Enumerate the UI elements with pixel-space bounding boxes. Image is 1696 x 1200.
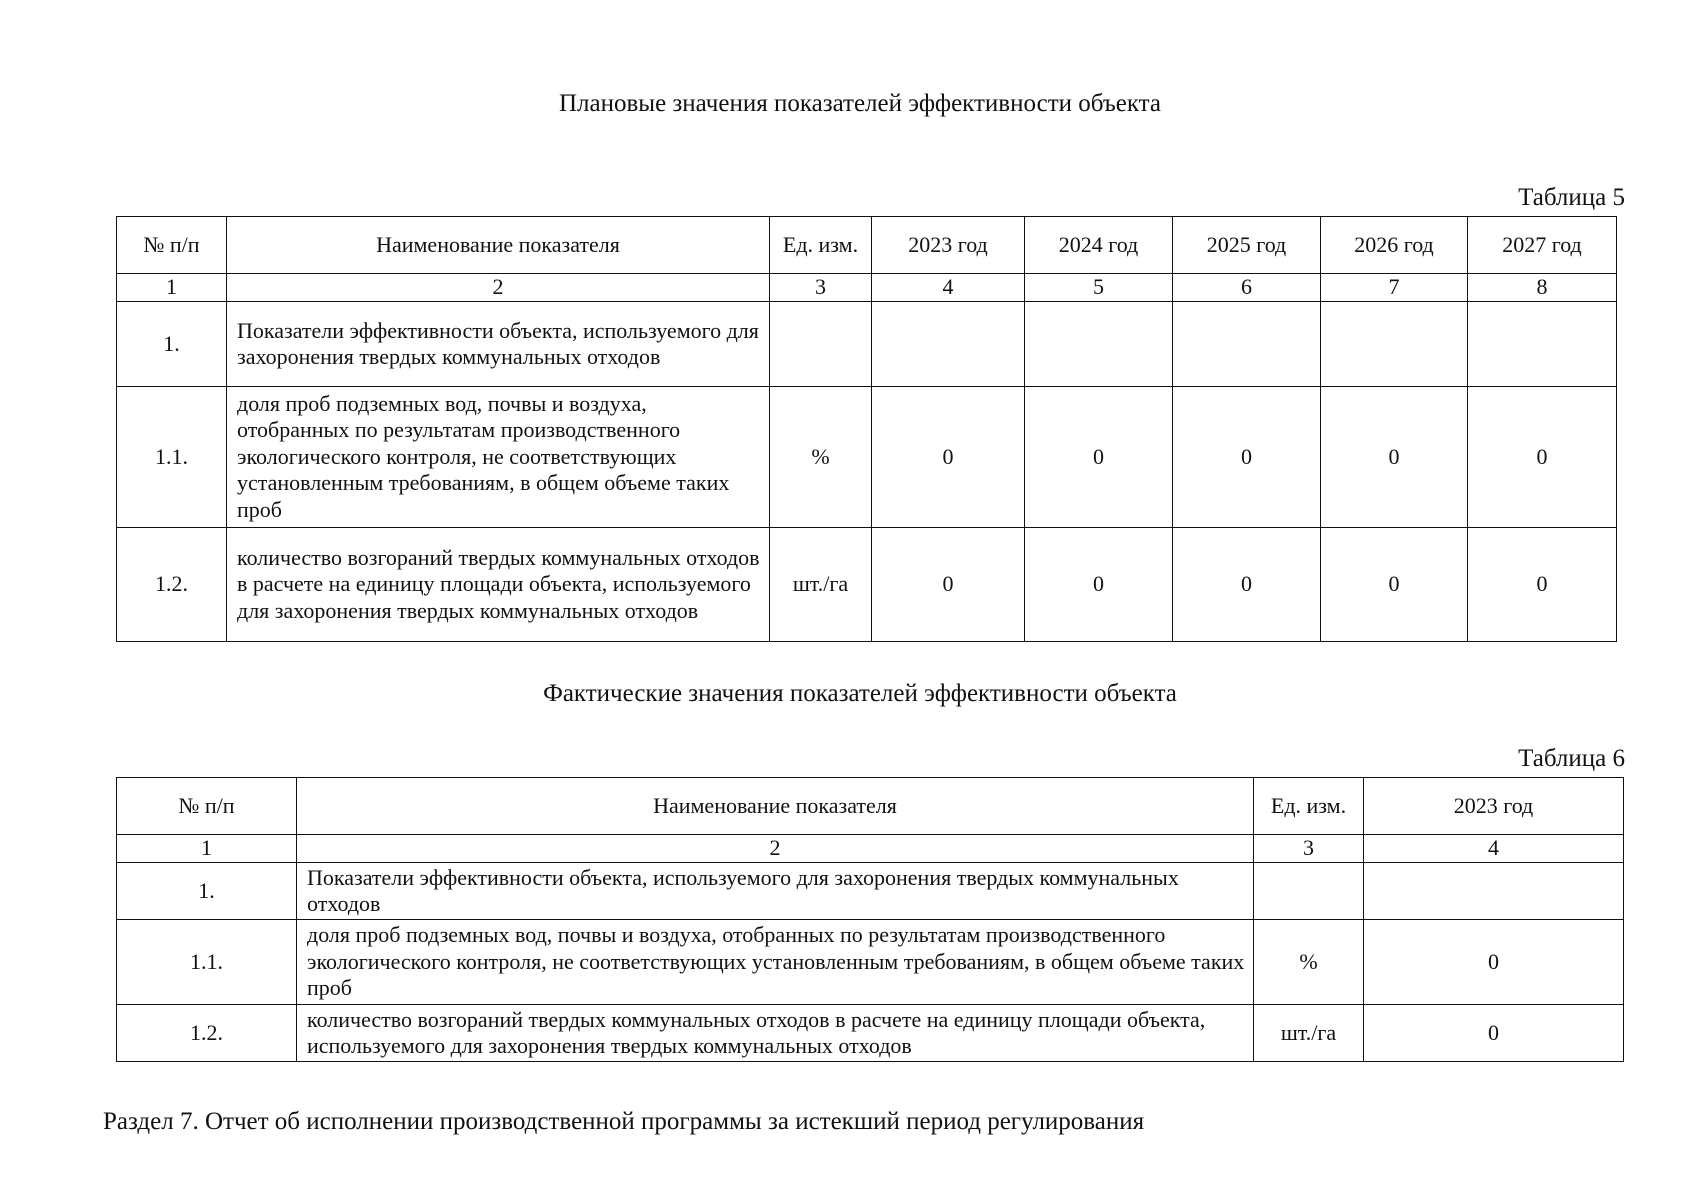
value-2026: 0 xyxy=(1321,387,1468,528)
header-cell-unit: Ед. изм. xyxy=(770,217,872,274)
planned-table-title: Плановые значения показателей эффективности объекта xyxy=(558,90,1162,117)
value-2023 xyxy=(1364,863,1624,920)
unit-cell: шт./га xyxy=(770,528,872,642)
header-cell-2023: 2023 год xyxy=(1364,778,1624,835)
column-number: 5 xyxy=(1025,274,1173,302)
table-row xyxy=(117,920,1624,1005)
header-cell-number: № п/п xyxy=(117,217,227,274)
unit-cell xyxy=(1254,863,1364,920)
indicator-name: Показатели эффективности объекта, используемого для захоронения твердых коммунальных отходов xyxy=(297,863,1254,920)
row-number: 1.2. xyxy=(117,528,227,642)
table-header-row xyxy=(117,217,1617,274)
row-number: 1.2. xyxy=(117,1005,297,1062)
header-cell-2027: 2027 год xyxy=(1468,217,1617,274)
table-5-label: Таблица 5 xyxy=(1518,184,1625,211)
value-2024: 0 xyxy=(1025,528,1173,642)
header-cell-2023: 2023 год xyxy=(872,217,1025,274)
table-row xyxy=(117,302,1617,387)
table-row xyxy=(117,387,1617,528)
header-cell-name: Наименование показателя xyxy=(227,217,770,274)
table-header-row xyxy=(117,778,1624,835)
value-2023 xyxy=(872,302,1025,387)
value-2027 xyxy=(1468,302,1617,387)
value-2023: 0 xyxy=(1364,1005,1624,1062)
column-number: 1 xyxy=(117,274,227,302)
column-number: 7 xyxy=(1321,274,1468,302)
indicator-name: доля проб подземных вод, почвы и воздуха, отобранных по результатам производственного экологического контроля, не соответствующих установленным требованиям, в общем объеме таких проб xyxy=(297,920,1254,1005)
header-cell-unit: Ед. изм. xyxy=(1254,778,1364,835)
header-cell-name: Наименование показателя xyxy=(297,778,1254,835)
value-2027: 0 xyxy=(1468,387,1617,528)
row-number: 1. xyxy=(117,863,297,920)
unit-cell: % xyxy=(1254,920,1364,1005)
value-2023: 0 xyxy=(1364,920,1624,1005)
table-row xyxy=(117,863,1624,920)
header-cell-number: № п/п xyxy=(117,778,297,835)
value-2025 xyxy=(1173,302,1321,387)
table-row xyxy=(117,528,1617,642)
row-number: 1.1. xyxy=(117,387,227,528)
value-2023: 0 xyxy=(872,528,1025,642)
value-2026: 0 xyxy=(1321,528,1468,642)
column-number-row xyxy=(117,835,1624,863)
column-number-row xyxy=(117,274,1617,302)
value-2025: 0 xyxy=(1173,387,1321,528)
value-2023: 0 xyxy=(872,387,1025,528)
column-number: 2 xyxy=(297,835,1254,863)
indicator-name: количество возгораний твердых коммунальных отходов в расчете на единицу площади объекта, используемого для захоронения твердых коммунальных отходов xyxy=(227,528,770,642)
value-2026 xyxy=(1321,302,1468,387)
column-number: 4 xyxy=(1364,835,1624,863)
header-cell-2025: 2025 год xyxy=(1173,217,1321,274)
actual-table-title: Фактические значения показателей эффективности объекта xyxy=(543,680,1177,707)
table-6-label: Таблица 6 xyxy=(1518,745,1625,772)
value-2024: 0 xyxy=(1025,387,1173,528)
planned-indicators-table xyxy=(116,216,1617,642)
row-number: 1. xyxy=(117,302,227,387)
indicator-name: количество возгораний твердых коммунальных отходов в расчете на единицу площади объекта, используемого для захоронения твердых коммунальных отходов xyxy=(297,1005,1254,1062)
row-number: 1.1. xyxy=(117,920,297,1005)
value-2027: 0 xyxy=(1468,528,1617,642)
header-cell-2026: 2026 год xyxy=(1321,217,1468,274)
column-number: 2 xyxy=(227,274,770,302)
unit-cell: шт./га xyxy=(1254,1005,1364,1062)
column-number: 3 xyxy=(1254,835,1364,863)
column-number: 1 xyxy=(117,835,297,863)
header-cell-2024: 2024 год xyxy=(1025,217,1173,274)
column-number: 4 xyxy=(872,274,1025,302)
actual-indicators-table xyxy=(116,777,1624,1062)
unit-cell xyxy=(770,302,872,387)
unit-cell: % xyxy=(770,387,872,528)
column-number: 6 xyxy=(1173,274,1321,302)
section-7-heading: Раздел 7. Отчет об исполнении производственной программы за истекший период регулирования xyxy=(103,1108,1145,1135)
value-2024 xyxy=(1025,302,1173,387)
table-row xyxy=(117,1005,1624,1062)
column-number: 3 xyxy=(770,274,872,302)
indicator-name: доля проб подземных вод, почвы и воздуха, отобранных по результатам производственного экологического контроля, не соответствующих установленным требованиям, в общем объеме таких проб xyxy=(227,387,770,528)
indicator-name: Показатели эффективности объекта, используемого для захоронения твердых коммунальных отходов xyxy=(227,302,770,387)
value-2025: 0 xyxy=(1173,528,1321,642)
column-number: 8 xyxy=(1468,274,1617,302)
